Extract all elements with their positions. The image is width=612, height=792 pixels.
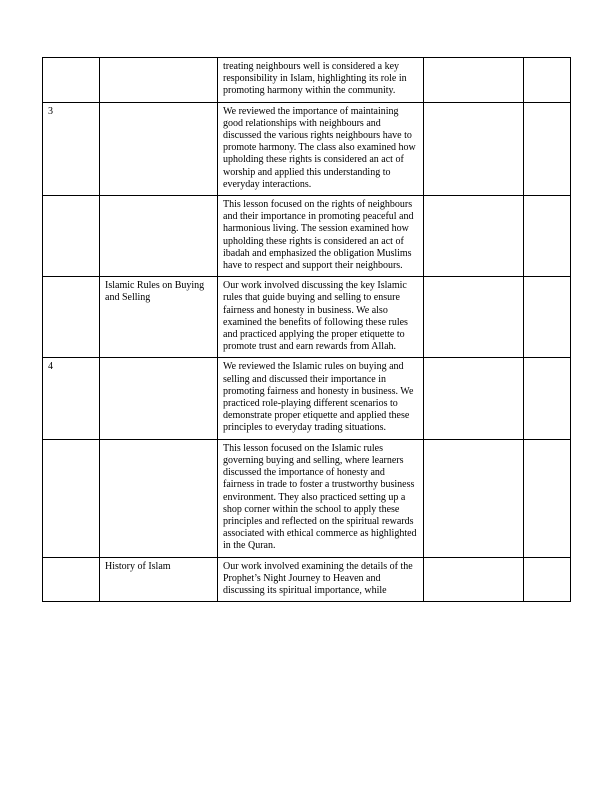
topic-label: History of Islam: [105, 560, 171, 572]
table-row: [43, 439, 571, 557]
empty-cell-e: [524, 58, 571, 103]
topic-cell: [100, 358, 218, 439]
topic-cell: [100, 439, 218, 557]
topic-cell: [100, 102, 218, 195]
description-text: treating neighbours well is considered a key responsibility in Islam, highlighting its role in promoting harmony within the community.: [223, 61, 407, 97]
empty-cell-d: [424, 439, 524, 557]
description-text: Our work involved examining the details of the Prophet’s Night Journey to Heaven and discussing its spiritual importance, while: [223, 560, 413, 596]
description-cell: [218, 102, 424, 195]
description-text: We reviewed the importance of maintaining good relationships with neighbours and discussed the various rights neighbours have to promote harmony. The class also examined how upholding these rights is considered an act of worship and applied this understanding to everyday interactions.: [223, 105, 416, 190]
empty-cell-d: [424, 358, 524, 439]
empty-cell-e: [524, 557, 571, 602]
description-text: We reviewed the Islamic rules on buying and selling and discussed their importance in promoting fairness and honesty in business. We practiced role-playing different scenarios to demonstrate proper etiquette and applied these principles to everyday trading situations.: [223, 361, 414, 434]
topic-cell: [100, 58, 218, 103]
description-cell: [218, 358, 424, 439]
table-row: [43, 277, 571, 358]
empty-cell-d: [424, 58, 524, 103]
table-row: [43, 196, 571, 277]
description-cell: [218, 439, 424, 557]
week-cell: [43, 439, 100, 557]
empty-cell-e: [524, 102, 571, 195]
empty-cell-d: [424, 277, 524, 358]
empty-cell-e: [524, 439, 571, 557]
topic-cell: [100, 557, 218, 602]
week-label: 3: [48, 105, 53, 117]
description-cell: [218, 196, 424, 277]
lesson-notes-table: [42, 57, 571, 602]
topic-cell: [100, 277, 218, 358]
empty-cell-e: [524, 358, 571, 439]
week-cell: [43, 58, 100, 103]
description-cell: [218, 277, 424, 358]
week-cell: [43, 358, 100, 439]
topic-label: Islamic Rules on Buying and Selling: [105, 280, 205, 304]
description-text: This lesson focused on the Islamic rules governing buying and selling, where learners discussed the importance of honesty and fairness in trade to foster a trustworthy business environment. They also practiced setting up a shop corner within the school to apply these principles and reflected on the spiritual rewards associated with ethical commerce as highlighted in the Quran.: [223, 442, 417, 552]
table-row: [43, 102, 571, 195]
description-text: This lesson focused on the rights of neighbours and their importance in promoting peaceful and harmonious living. The session examined how upholding these rights is considered an act of ibadah and emphasized the obligation Muslims have to respect and support their neighbours.: [223, 199, 414, 272]
empty-cell-e: [524, 196, 571, 277]
table-row: [43, 557, 571, 602]
empty-cell-e: [524, 277, 571, 358]
empty-cell-d: [424, 557, 524, 602]
description-text: Our work involved discussing the key Islamic rules that guide buying and selling to ensure fairness and honesty in business. We also examined the benefits of following these rules and practiced applying the proper etiquette to promote trust and earn rewards from Allah.: [223, 280, 408, 353]
empty-cell-d: [424, 196, 524, 277]
description-cell: [218, 58, 424, 103]
week-cell: [43, 277, 100, 358]
table-row: [43, 358, 571, 439]
table-row: [43, 58, 571, 103]
topic-cell: [100, 196, 218, 277]
week-cell: [43, 102, 100, 195]
week-label: 4: [48, 361, 53, 373]
week-cell: [43, 557, 100, 602]
empty-cell-d: [424, 102, 524, 195]
week-cell: [43, 196, 100, 277]
description-cell: [218, 557, 424, 602]
